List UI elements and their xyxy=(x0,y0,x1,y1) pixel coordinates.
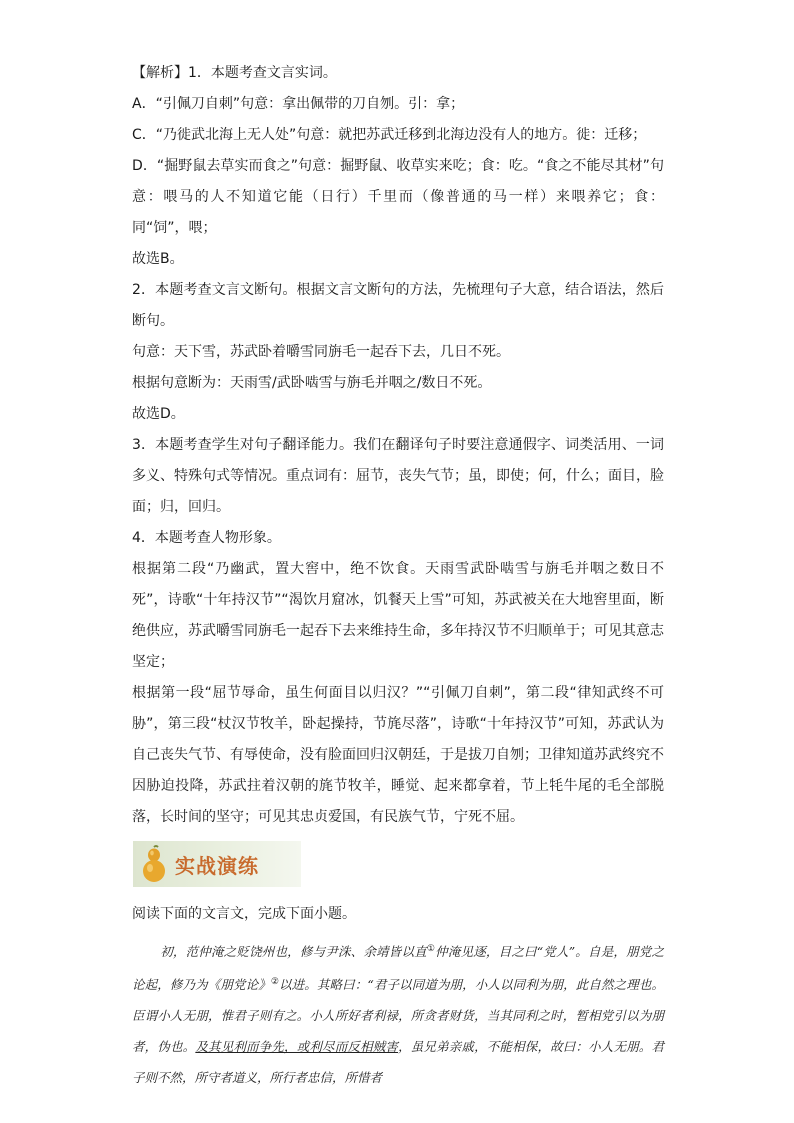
analysis-line: 3．本题考查学生对句子翻译能力。我们在翻译句子时要注意通假字、词类活用、一词多义、特殊句式等情况。重点词有：屈节，丧失气节；虽，即使；何，什么；面目，脸面；归，回归。 xyxy=(132,437,664,515)
passage-text: 初，范仲淹之贬饶州也，修与尹洙、余靖皆以直 xyxy=(160,944,427,959)
analysis-line: 4．本题考查人物形象。 xyxy=(132,530,281,546)
analysis-line: 根据第一段“屈节辱命，虽生何面目以归汉？”“引佩刀自刺”，第二段“律知武终不可胁”，第三段“杖汉节牧羊，卧起操持，节旄尽落”，诗歌“十年持汉节”可知，苏武认为自己丧失气节、有辱使命，没有脸面回归汉朝廷，于是拔刀自刎；卫律知道苏武终究不因胁迫投降，苏武拄着汉朝的旄节牧羊，睡觉、起来都拿着，节上牦牛尾的毛全部脱落，长时间的坚守；可见其忠贞爱国，有民族气节，宁死不屈。 xyxy=(132,685,664,825)
analysis-line: 故选D。 xyxy=(132,406,185,422)
footnote-marker: ① xyxy=(426,944,436,954)
analysis-line: 句意：天下雪，苏武卧着嚼雪同旃毛一起吞下去，几日不死。 xyxy=(132,344,510,360)
analysis-line: 根据句意断为：天雨雪/武卧啮雪与旃毛并咽之/数日不死。 xyxy=(132,375,492,391)
analysis-line: 【解析】1．本题考查文言实词。 xyxy=(132,65,337,81)
analysis-line: 2．本题考查文言文断句。根据文言文断句的方法，先梳理句子大意，结合语法，然后断句。 xyxy=(132,282,664,329)
analysis-line: D．“掘野鼠去草实而食之”句意：掘野鼠、收草实来吃；食：吃。“食之不能尽其材”句意：喂马的人不知道它能（日行）千里而（像普通的马一样）来喂养它；食：同“饲”，喂； xyxy=(132,158,664,236)
analysis-line: 根据第二段“乃幽武，置大窖中，绝不饮食。天雨雪武卧啮雪与旃毛并咽之数日不死”，诗歌“十年持汉节”“渴饮月窟冰，饥餐天上雪”可知，苏武被关在大地窖里面，断绝供应，苏武嚼雪同旃毛一起吞下去来维持生命，多年持汉节不归顺单于；可见其意志坚定； xyxy=(132,561,664,670)
footnote-marker: ② xyxy=(270,977,279,987)
passage-text: 以进。其略曰：“君子以同道为朋，小人以同利为朋，此自然之理也。臣谓小人无朋，惟君子则有之。小人所好者利禄，所贪者财货，当其同利之时，暂相党引以为朋者，伪也。 xyxy=(132,977,664,1054)
passage-text: ，虽兄弟亲戚，不能相保，故曰：小人无朋。君子则不然，所守者道义，所行者忠信，所惜者 xyxy=(132,1039,664,1085)
underlined-sentence: 及其见利而争先，或利尽而反相贼害 xyxy=(195,1039,399,1054)
analysis-line: A．“引佩刀自刺”句意：拿出佩带的刀自刎。引：拿； xyxy=(132,96,465,112)
gourd-icon xyxy=(137,844,171,884)
document-page xyxy=(132,58,664,1093)
analysis-line: 故选B。 xyxy=(132,251,184,267)
banner-title: 实战演练 xyxy=(175,853,259,878)
instruction-text: 阅读下面的文言文，完成下面小题。 xyxy=(132,906,356,922)
classical-passage xyxy=(132,934,664,1093)
passage-text: 仲淹见逐，目之曰“党人”。自是，朋党之论起，修乃为《朋党论》 xyxy=(132,944,664,992)
analysis-section xyxy=(132,58,664,833)
analysis-line: C．“乃徙武北海上无人处”句意：就把苏武迁移到北海边没有人的地方。徙：迁移； xyxy=(132,127,647,143)
section-banner xyxy=(133,841,301,887)
passage-paragraph xyxy=(132,934,664,1093)
